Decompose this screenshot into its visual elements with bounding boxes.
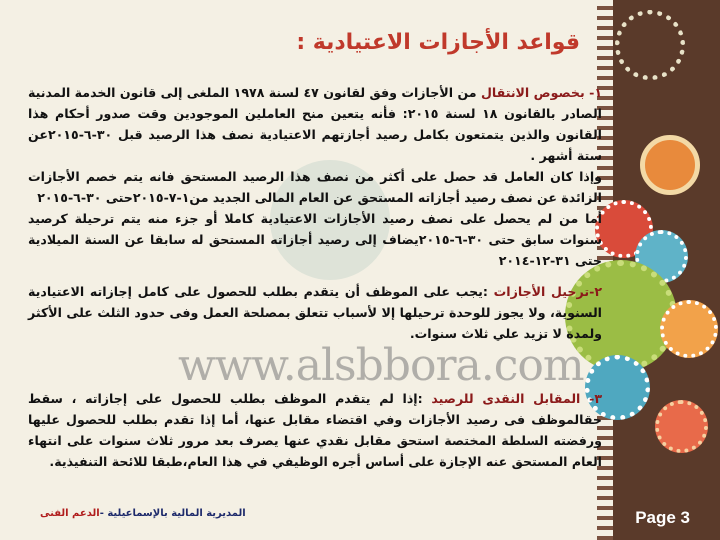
watermark-text: www.alsbbora.com [178, 340, 584, 391]
decorative-panel [605, 0, 720, 540]
slide-title: قواعد الأجازات الاعتيادية : [296, 30, 580, 55]
paragraph-5: ٣- المقابل النقدى للرصيد :إذا لم يتقدم الموظف بطلب للحصول على إجازاته ، سقط حقالموظف فى رصيد الأجازات وفي اقتضاء مقابل عنها، أما إذا تقدم بطلب للحصول عليها ورفضته السلطة المختصة استحق مقابل نقدي عنها يصرف بعد مرور ثلاث سنوات على انتهاء العام المستحق عنه الإجازة على أساس أجره الوظيفي في هذا العام،طبقا للائحة التنفيذية. [28, 391, 602, 469]
footer-credit: المديرية المالية بالإسماعيلية -الدعم الفنى [40, 508, 246, 519]
paragraph-2: وإذا كان العامل قد حصل على أكثر من نصف هذا الرصيد المستحق فانه يتم خصم الأجازات الزائدة عن نصف رصيد أجازاته المستحق عن العام المالى الجديد من١-٧-٢٠١٥حتى ٣٠-٦-٢٠١٥ [28, 169, 602, 205]
paragraph-3: أما من لم يحصل على نصف رصيد الأجازات الاعتيادية كاملا أو جزء منه يتم ترحيلة كرصيد سنوات سابق حتى ٣٠-٦-٢٠١٥يضاف إلى رصيد أجازاته المستحق له سابقا عن السنة الميلادية حتى ٣١-١٢-٢٠١٤ [28, 211, 603, 268]
paragraph-4: ٢-ترحيل الأجازات :يجب على الموظف أن يتقدم بطلب للحصول على كامل إجازاته الاعتيادية السنوية، ولا يجوز للوحدة ترحيلها إلا لأسباب تتعلق بمصلحة العمل وفى حدود الثلث على الأكثر ولمدة لا تزيد علي ثلاث سنوات. [28, 284, 602, 341]
paragraph-1: ١- بخصوص الانتقال من الأجازات وفق لقانون ٤٧ لسنة ١٩٧٨ الملغى إلى قانون الخدمة المدنية الصادر بالقانون ١٨ لسنة ٢٠١٥: فأنه يتعين منح العاملين الموجودين وقت صدور أحكام هذا القانون والذين يتمتعون بكامل رصيد أجازتهم الاعتيادية نصف هذا الرصيد قبل ٣٠-٦-٢٠١٥عن ستة أشهر . [28, 85, 602, 163]
slide-body [28, 82, 602, 472]
page-number: Page 3 [635, 508, 690, 527]
